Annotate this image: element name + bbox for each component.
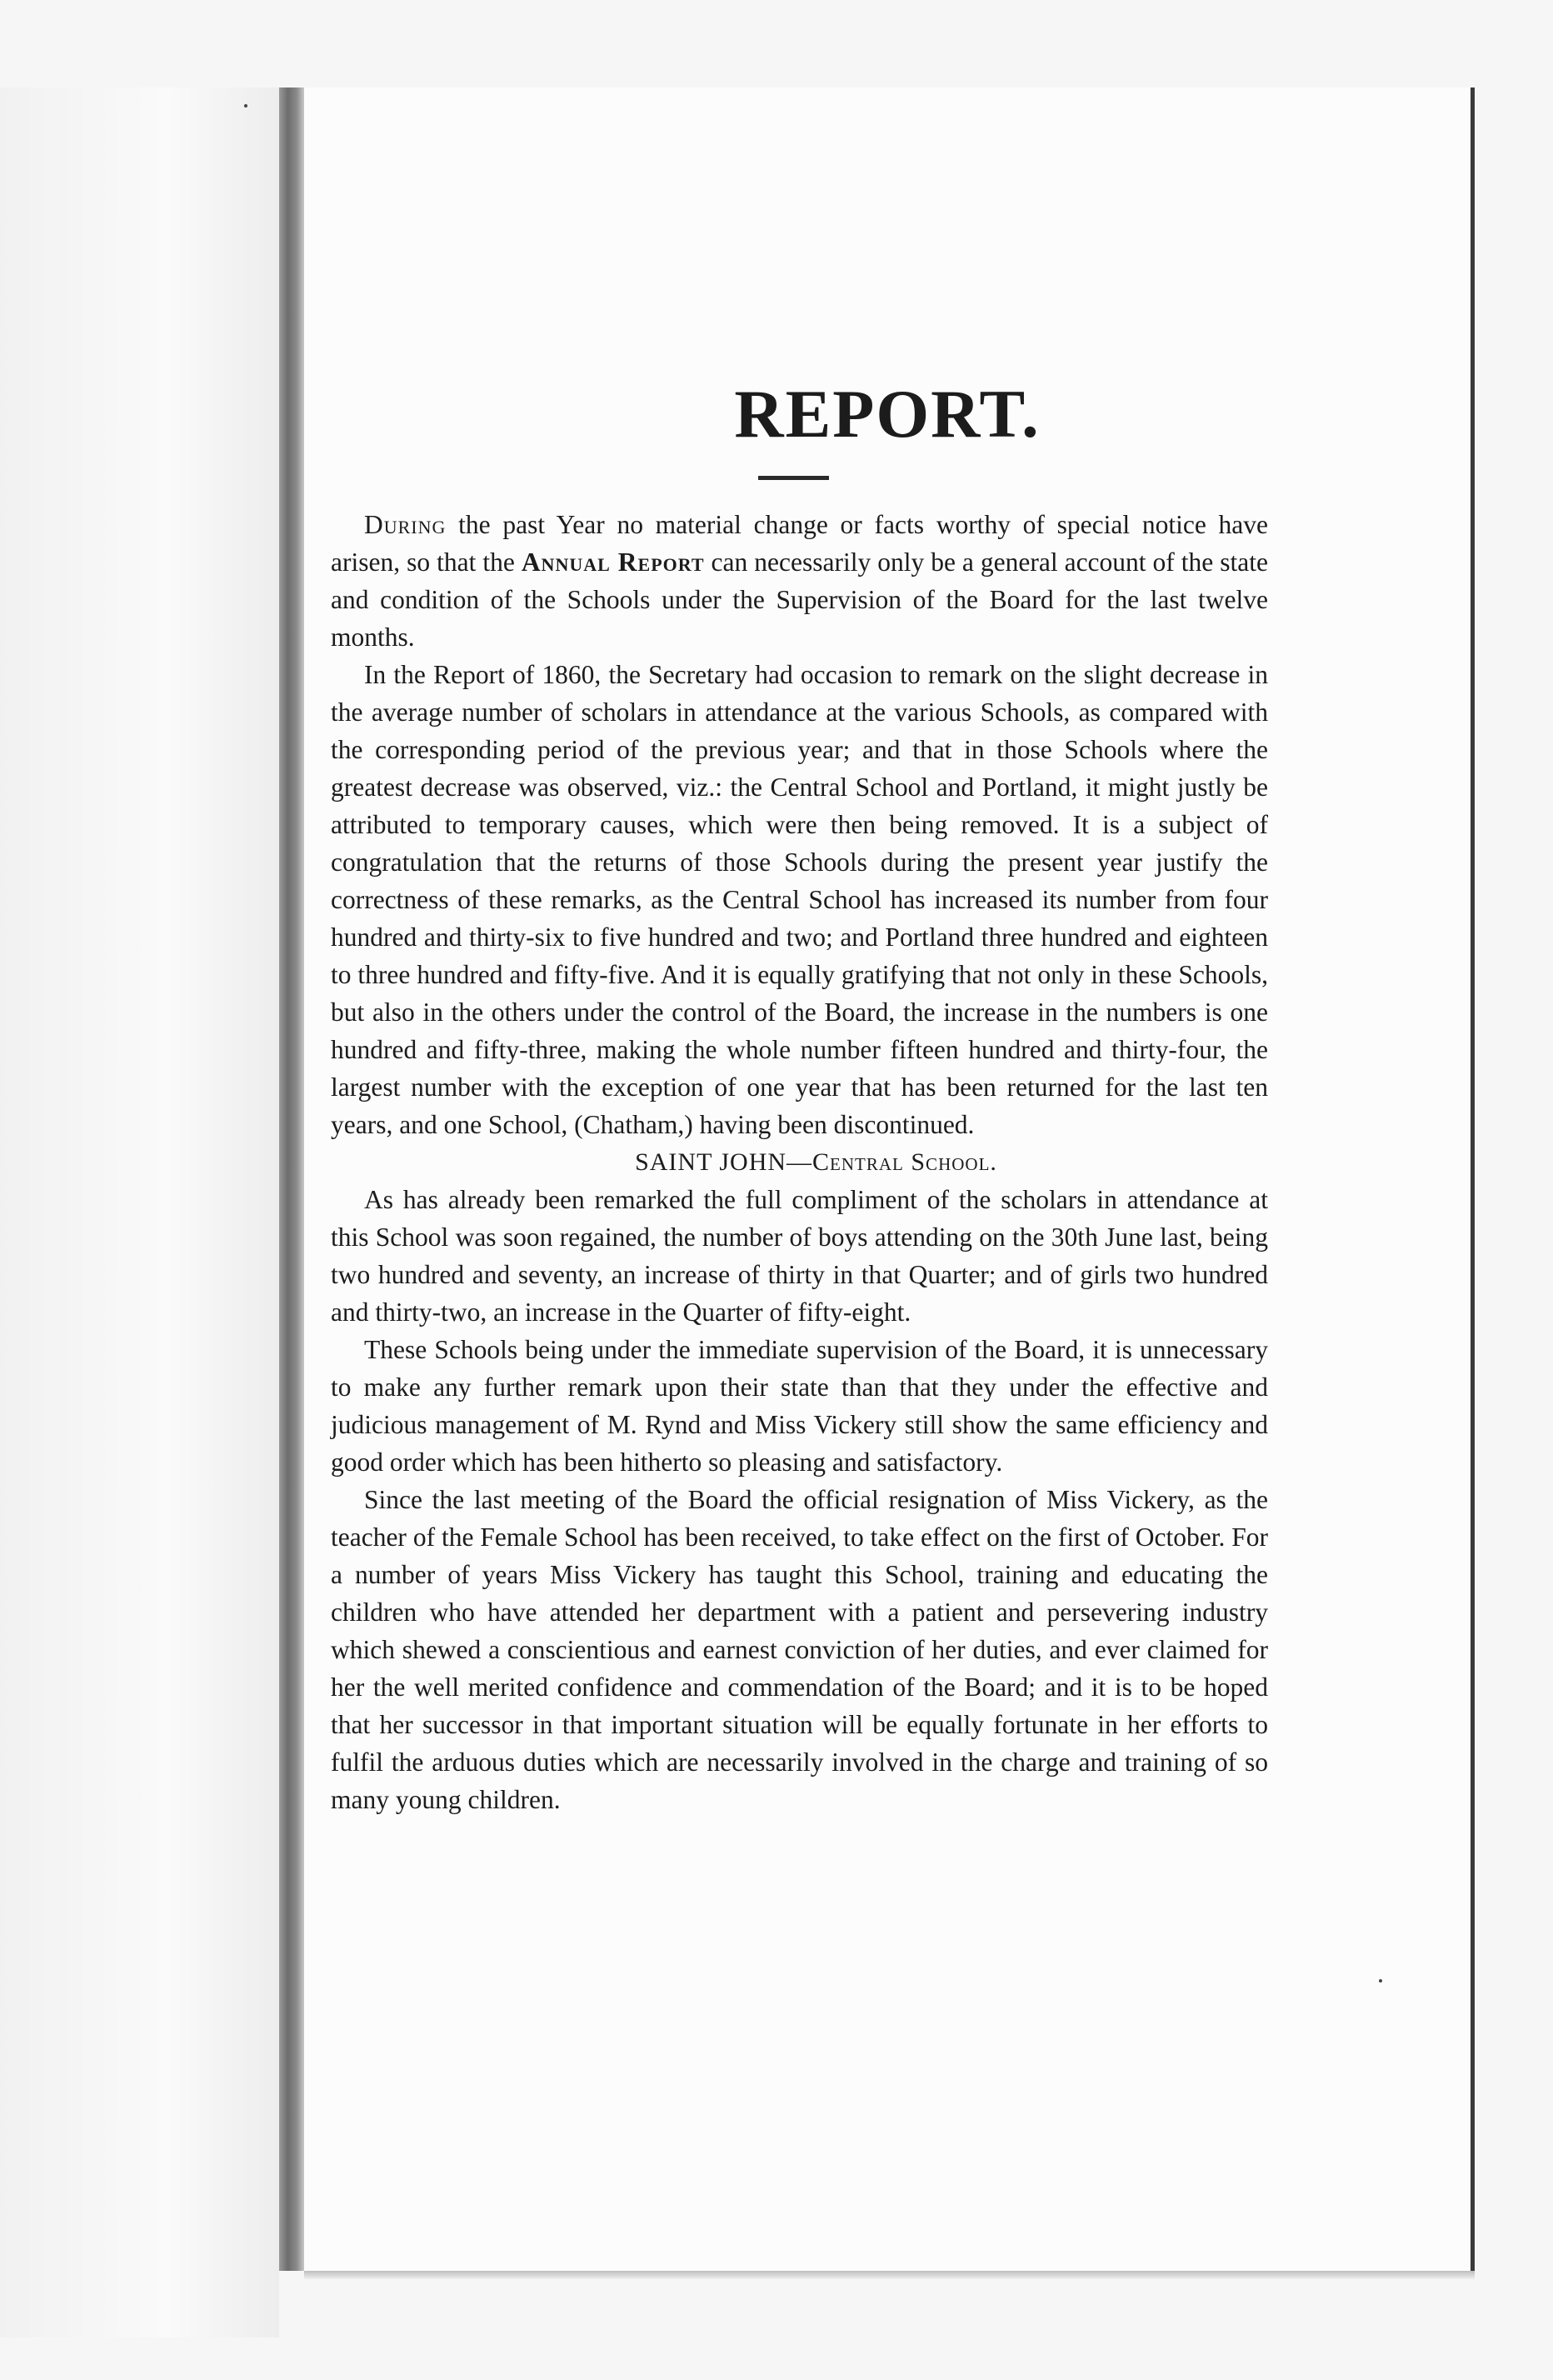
section-heading-main: SAINT JOHN— <box>635 1148 813 1176</box>
page-title: REPORT. <box>734 376 1041 452</box>
paragraph-1-text-a: the past Year no material change or facts worthy of special notice have arisen, so that the <box>331 510 1268 577</box>
section-heading <box>331 1143 1268 1181</box>
page-bottom-edge <box>304 2271 1475 2279</box>
paragraph-3: As has already been remarked the full compliment of the scholars in attendance at this School was soon regained, the number of boys attending on the 30th June last, being two hundred and seventy, an increase of thirty in that Quarter; and of girls two hundred and thirty-two, an increase in the Quarter of fifty-eight. <box>331 1185 1268 1327</box>
paragraph-2: In the Report of 1860, the Secretary had occasion to remark on the slight decrease in the average number of scholars in attendance at the various Schools, as compared with the corresponding period of the previous year; and that in those Schools where the greatest decrease was observed, viz.: the Central School and Portland, it might justly be attributed to temporary causes, which were then being removed. It is a subject of congratulation that the returns of those Schools during the present year justify the correctness of these remarks, as the Central School has increased its number from four hundred and thirty-six to five hundred and two; and Portland three hundred and eighteen to three hundred and fifty-five. And it is equally gratifying that not only in these Schools, but also in the others under the control of the Board, the increase in the numbers is one hundred and fifty-three, making the whole number fifteen hundred and thirty-four, the largest number with the exception of one year that has been returned for the last ten years, and one School, (Chatham,) having been discontinued. <box>331 660 1268 1139</box>
paragraph-5: Since the last meeting of the Board the official resignation of Miss Vickery, as the teacher of the Female School has been received, to take effect on the first of October. For a number of years Miss Vickery has taught this School, training and educating the children who have attended her department with a patient and persevering industry which shewed a conscientious and earnest conviction of her duties, and ever claimed for her the well merited confidence and commendation of the Board; and it is to be hoped that her successor in that important situation will be equally fortunate in her efforts to fulfil the arduous duties which are necessarily involved in the charge and training of so many young children. <box>331 1485 1268 1814</box>
binding-shadow <box>279 88 304 2271</box>
report-body <box>331 506 1268 1818</box>
left-facing-page <box>0 88 279 2338</box>
annual-report-label: Annual Report <box>521 548 705 577</box>
scan-speck <box>1379 1979 1382 1982</box>
report-page <box>304 88 1475 2271</box>
title-rule <box>758 476 829 480</box>
paragraph-1-text-b: can necessarily only be a general account of the state and condition of the Schools under the Supervision of the Board for the last twelve months. <box>331 548 1268 652</box>
paragraph-1-lead: During <box>364 510 447 539</box>
paragraph-4: These Schools being under the immediate supervision of the Board, it is unnecessary to make any further remark upon their state than that they under the effective and judicious management of M. Rynd and Miss Vickery still show the same efficiency and good order which has been hitherto so pleasing and satisfactory. <box>331 1335 1268 1477</box>
paragraph-1 <box>331 506 1268 656</box>
section-heading-sub: Central School. <box>812 1148 997 1176</box>
scan-speck <box>244 104 247 108</box>
